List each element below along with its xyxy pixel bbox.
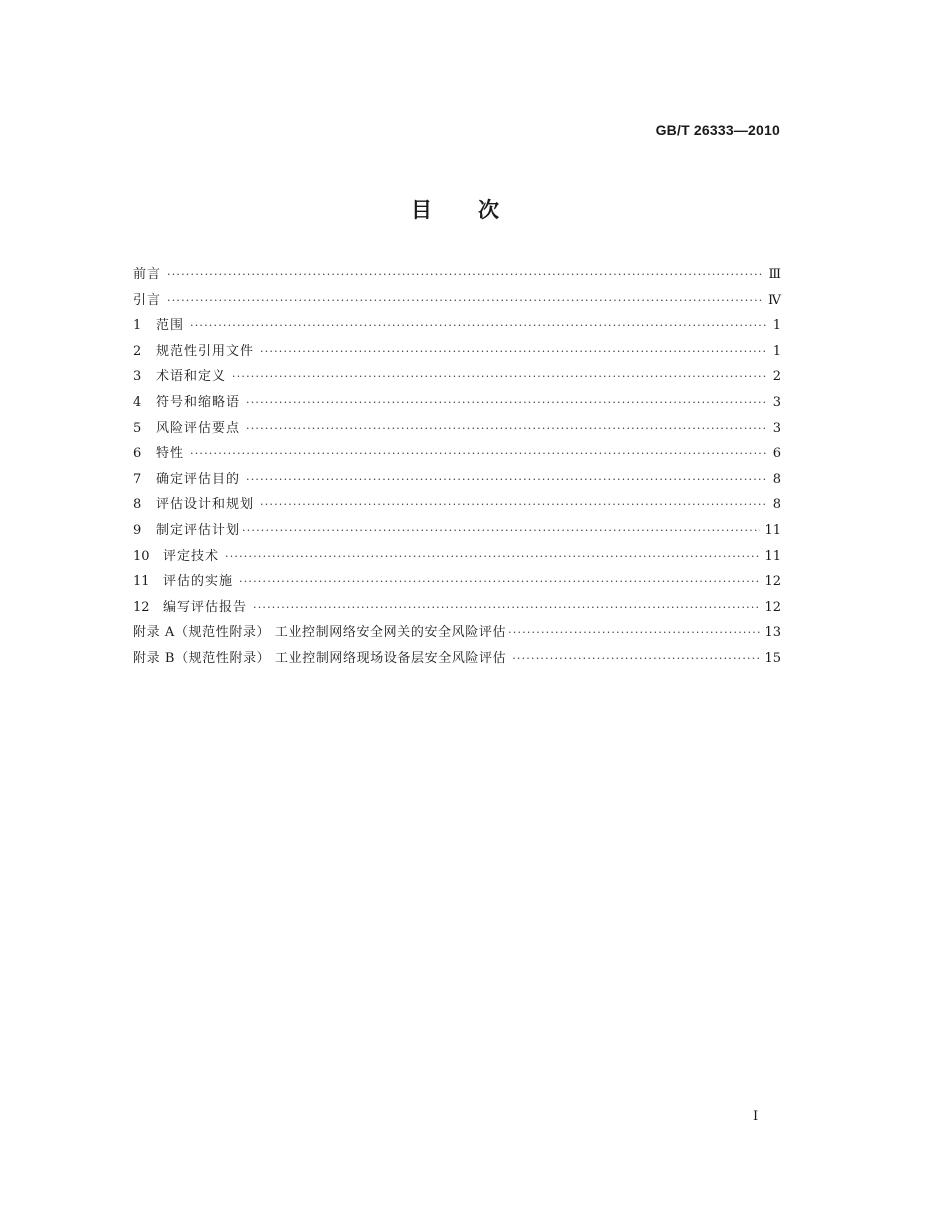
toc-leader-dots xyxy=(190,313,767,339)
toc-entry-number: 4 xyxy=(133,394,142,410)
toc-leader-dots xyxy=(239,569,760,595)
toc-entry-label: 制定评估计划 xyxy=(156,522,241,538)
toc-entry-page: 11 xyxy=(764,522,781,538)
toc-entry-1[interactable] xyxy=(133,313,781,339)
toc-leader-dots xyxy=(260,492,767,518)
toc-leader-dots xyxy=(512,646,760,672)
toc-entry-label: 前言 xyxy=(133,267,162,282)
toc-leader-dots xyxy=(260,339,767,365)
toc-entry-4[interactable] xyxy=(133,390,781,416)
toc-entry-page: 11 xyxy=(764,548,781,564)
toc-entry-number: 9 xyxy=(133,522,142,538)
toc-entry-page: Ⅲ xyxy=(768,267,781,282)
toc-entry-number: 1 xyxy=(133,318,142,334)
toc-entry-page: 8 xyxy=(772,497,781,513)
toc-entry-number: 11 xyxy=(133,574,150,590)
toc-entry-8[interactable] xyxy=(133,492,781,518)
toc-leader-dots xyxy=(246,416,767,442)
toc-entry-number: 7 xyxy=(133,471,142,487)
toc-entry-page: 8 xyxy=(772,471,781,487)
toc-entry-page: 3 xyxy=(772,420,781,436)
toc-entry-10[interactable] xyxy=(133,544,781,570)
toc-leader-dots xyxy=(253,595,760,621)
toc-leader-dots xyxy=(508,620,760,646)
table-of-contents xyxy=(133,262,781,672)
toc-leader-dots xyxy=(246,467,767,493)
toc-entry-page: 13 xyxy=(764,625,781,641)
toc-entry-label: 术语和定义 xyxy=(156,369,227,385)
toc-entry-page: Ⅳ xyxy=(768,292,781,308)
toc-entry-11[interactable] xyxy=(133,569,781,595)
standard-code: GB/T 26333—2010 xyxy=(655,122,780,138)
toc-entry-appendix-a[interactable] xyxy=(133,620,781,646)
toc-entry-label: 附录 A（规范性附录） 工业控制网络安全网关的安全风险评估 xyxy=(133,625,507,641)
toc-entry-appendix-b[interactable] xyxy=(133,646,781,672)
toc-entry-label: 附录 B（规范性附录） 工业控制网络现场设备层安全风险评估 xyxy=(133,650,507,666)
toc-entry-introduction[interactable] xyxy=(133,288,781,314)
toc-entry-number: 6 xyxy=(133,446,142,462)
toc-entry-label: 引言 xyxy=(133,292,162,308)
toc-entry-5[interactable] xyxy=(133,416,781,442)
toc-entry-3[interactable] xyxy=(133,364,781,390)
toc-entry-page: 2 xyxy=(772,369,781,385)
toc-entry-6[interactable] xyxy=(133,441,781,467)
toc-leader-dots xyxy=(167,262,764,288)
toc-entry-label: 规范性引用文件 xyxy=(156,343,255,359)
toc-entry-page: 6 xyxy=(772,446,781,462)
toc-entry-page: 1 xyxy=(772,343,781,359)
toc-entry-page: 15 xyxy=(764,650,781,666)
toc-entry-page: 12 xyxy=(764,574,781,590)
page-number: I xyxy=(753,1109,759,1124)
toc-entry-number: 5 xyxy=(133,420,142,436)
toc-entry-number: 12 xyxy=(133,599,150,615)
toc-entry-page: 1 xyxy=(772,318,781,334)
toc-entry-number: 3 xyxy=(133,369,142,385)
toc-entry-2[interactable] xyxy=(133,339,781,365)
toc-entry-page: 3 xyxy=(772,394,781,410)
toc-leader-dots xyxy=(225,544,760,570)
toc-entry-7[interactable] xyxy=(133,467,781,493)
toc-title: 目次 xyxy=(411,198,545,222)
toc-entry-number: 10 xyxy=(133,548,150,564)
toc-entry-label: 符号和缩略语 xyxy=(156,394,241,410)
toc-entry-9[interactable] xyxy=(133,518,781,544)
toc-leader-dots xyxy=(190,441,767,467)
toc-leader-dots xyxy=(167,288,764,314)
toc-leader-dots xyxy=(232,364,767,390)
toc-entry-preface[interactable] xyxy=(133,262,781,288)
toc-entry-label: 特性 xyxy=(156,446,185,462)
toc-entry-label: 范围 xyxy=(156,318,185,334)
toc-entry-12[interactable] xyxy=(133,595,781,621)
toc-leader-dots xyxy=(242,518,760,544)
toc-entry-label: 确定评估目的 xyxy=(156,471,241,487)
toc-entry-label: 评估的实施 xyxy=(163,574,234,590)
toc-entry-label: 风险评估要点 xyxy=(156,420,241,436)
toc-leader-dots xyxy=(246,390,767,416)
toc-entry-page: 12 xyxy=(764,599,781,615)
toc-entry-number: 8 xyxy=(133,497,142,513)
toc-entry-label: 评估设计和规划 xyxy=(156,497,255,513)
toc-entry-label: 评定技术 xyxy=(163,548,220,564)
toc-entry-label: 编写评估报告 xyxy=(163,599,248,615)
toc-entry-number: 2 xyxy=(133,343,142,359)
